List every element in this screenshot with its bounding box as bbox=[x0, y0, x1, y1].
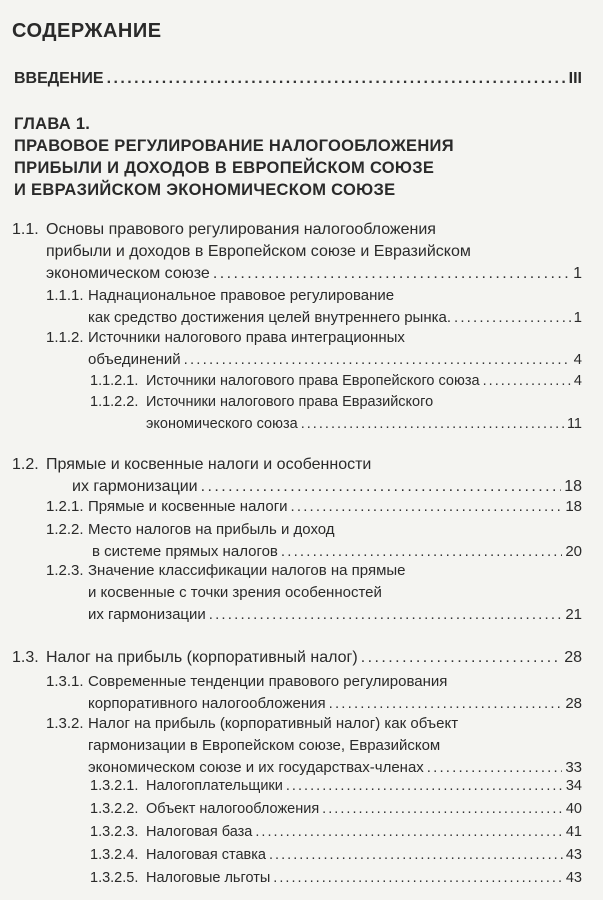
toc-entry-text: корпоративного налогообложения bbox=[88, 695, 326, 712]
toc-entry-1-3-2-4[interactable] bbox=[90, 844, 582, 866]
leader-dots bbox=[269, 844, 563, 866]
toc-entry-1-2-2[interactable] bbox=[46, 519, 582, 563]
toc-entry-1-3-2-3[interactable] bbox=[90, 821, 582, 843]
toc-page-number: 1 bbox=[573, 309, 582, 326]
section-number: 1.2. bbox=[12, 456, 39, 473]
toc-entry-text: объединений bbox=[88, 351, 181, 368]
chapter-number: ГЛАВА 1. bbox=[14, 115, 91, 133]
toc-page-number: 40 bbox=[565, 801, 582, 817]
toc-entry-text: их гармонизации bbox=[72, 478, 198, 495]
toc-entry-text: Современные тенденции правового регулирования bbox=[88, 673, 448, 690]
section-number: 1.3.1. bbox=[46, 673, 84, 690]
toc-entry-text: Источники налогового права Европейского союза bbox=[146, 373, 480, 389]
toc-entry-1-2-1[interactable] bbox=[46, 496, 582, 518]
section-number: 1.3.2.1. bbox=[90, 778, 139, 794]
section-number: 1.1. bbox=[12, 221, 39, 238]
toc-entry-1-3-1[interactable] bbox=[46, 671, 582, 715]
section-number: 1.2.1. bbox=[46, 498, 84, 515]
section-number: 1.3.2. bbox=[46, 715, 84, 732]
toc-entry-1-1[interactable] bbox=[12, 219, 582, 285]
toc-page-number: 4 bbox=[573, 373, 582, 389]
section-number: 1.1.2. bbox=[46, 329, 84, 346]
toc-entry-text: в системе прямых налогов bbox=[92, 543, 278, 560]
toc-entry-text: как средство достижения целей внутреннего рынка. bbox=[88, 309, 452, 326]
chapter-title-line: ПРИБЫЛИ И ДОХОДОВ В ЕВРОПЕЙСКОМ СОЮЗЕ bbox=[14, 159, 435, 177]
toc-page-number: 34 bbox=[565, 778, 582, 794]
leader-dots bbox=[301, 413, 564, 435]
toc-entry-1-3-2-2[interactable] bbox=[90, 798, 582, 820]
toc-entry-label: ВВЕДЕНИЕ bbox=[14, 70, 104, 87]
toc-entry-1-1-2[interactable] bbox=[46, 327, 582, 371]
section-number: 1.3.2.3. bbox=[90, 824, 139, 840]
toc-entry-text: Значение классификации налогов на прямые bbox=[88, 562, 406, 579]
leader-dots bbox=[322, 798, 563, 820]
toc-entry-text: экономического союза bbox=[146, 416, 298, 432]
toc-entry-1-3-2-1[interactable] bbox=[90, 775, 582, 797]
toc-page-number: 4 bbox=[573, 351, 582, 368]
toc-entry-1-3-2[interactable] bbox=[46, 713, 582, 779]
toc-entry-text: гармонизации в Европейском союзе, Евразийском bbox=[88, 737, 441, 754]
section-number: 1.2.3. bbox=[46, 562, 84, 579]
toc-entry-text: Источники налогового права интеграционных bbox=[88, 329, 405, 346]
toc-entry-text: Налог на прибыль (корпоративный налог) bbox=[46, 649, 358, 666]
toc-page-number: 28 bbox=[564, 649, 582, 666]
toc-entry-text: Наднациональное правовое регулирование bbox=[88, 287, 395, 304]
toc-page-number: 1 bbox=[573, 265, 582, 282]
toc-page-number: 18 bbox=[565, 498, 582, 515]
leader-dots bbox=[361, 647, 561, 669]
toc-page-number: 43 bbox=[565, 847, 582, 863]
leader-dots bbox=[273, 867, 563, 889]
toc-entry-intro[interactable] bbox=[14, 68, 582, 90]
section-number: 1.1.2.1. bbox=[90, 373, 139, 389]
toc-entry-text: их гармонизации bbox=[88, 606, 206, 623]
section-number: 1.3.2.5. bbox=[90, 870, 139, 886]
toc-entry-text: экономическом союзе bbox=[46, 265, 210, 282]
chapter-title-line: И ЕВРАЗИЙСКОМ ЭКОНОМИЧЕСКОМ СОЮЗЕ bbox=[14, 181, 396, 199]
toc-entry-text: Место налогов на прибыль и доход bbox=[88, 521, 335, 538]
toc-entry-text: Налогоплательщики bbox=[146, 778, 283, 794]
toc-entry-text: Налоговая ставка bbox=[146, 847, 266, 863]
leader-dots bbox=[483, 370, 571, 392]
leader-dots bbox=[255, 821, 563, 843]
section-number: 1.3.2.2. bbox=[90, 801, 139, 817]
leader-dots bbox=[329, 693, 563, 715]
section-number: 1.1.1. bbox=[46, 287, 84, 304]
section-number: 1.2.2. bbox=[46, 521, 84, 538]
toc-page-number: III bbox=[568, 70, 582, 87]
toc-entry-1-1-2-2[interactable] bbox=[90, 391, 582, 435]
leader-dots bbox=[107, 68, 566, 90]
toc-entry-text: Налог на прибыль (корпоративный налог) как объект bbox=[88, 715, 459, 732]
toc-entry-1-2[interactable] bbox=[12, 454, 582, 498]
chapter-heading bbox=[14, 113, 454, 201]
toc-page-number: 18 bbox=[564, 478, 582, 495]
toc-entry-1-3[interactable] bbox=[12, 647, 582, 669]
section-number: 1.1.2.2. bbox=[90, 394, 139, 410]
toc-entry-text: Налоговые льготы bbox=[146, 870, 271, 886]
toc-page-number: 21 bbox=[565, 606, 582, 623]
leader-dots bbox=[209, 604, 563, 626]
toc-page-number: 20 bbox=[565, 543, 582, 560]
toc-entry-text: Прямые и косвенные налоги bbox=[88, 498, 288, 515]
toc-page-number: 28 bbox=[565, 695, 582, 712]
toc-entry-text: Источники налогового права Евразийского bbox=[146, 394, 434, 410]
toc-page-number: 33 bbox=[565, 759, 582, 776]
toc-entry-text: Основы правового регулирования налогообложения bbox=[46, 221, 436, 238]
leader-dots bbox=[454, 307, 571, 329]
leader-dots bbox=[213, 263, 570, 285]
leader-dots bbox=[291, 496, 563, 518]
toc-entry-text: Налоговая база bbox=[146, 824, 253, 840]
chapter-title-line: ПРАВОВОЕ РЕГУЛИРОВАНИЕ НАЛОГООБЛОЖЕНИЯ bbox=[14, 137, 454, 155]
leader-dots bbox=[201, 476, 562, 498]
toc-entry-text: Объект налогообложения bbox=[146, 801, 320, 817]
section-number: 1.3.2.4. bbox=[90, 847, 139, 863]
toc-entry-text: Прямые и косвенные налоги и особенности bbox=[46, 456, 372, 473]
toc-entry-text: и косвенные с точки зрения особенностей bbox=[88, 584, 382, 601]
toc-entry-1-3-2-5[interactable] bbox=[90, 867, 582, 889]
toc-heading: СОДЕРЖАНИЕ bbox=[12, 20, 162, 42]
section-number: 1.3. bbox=[12, 649, 39, 666]
toc-entry-1-2-3[interactable] bbox=[46, 560, 582, 626]
leader-dots bbox=[286, 775, 563, 797]
toc-entry-1-1-1[interactable] bbox=[46, 285, 582, 329]
leader-dots bbox=[184, 349, 571, 371]
toc-page-number: 11 bbox=[566, 416, 582, 432]
toc-page-number: 41 bbox=[565, 824, 582, 840]
toc-entry-1-1-2-1[interactable] bbox=[90, 370, 582, 392]
toc-entry-text: прибыли и доходов в Европейском союзе и Евразийском bbox=[46, 243, 471, 260]
toc-entry-text: экономическом союзе и их государствах-членах bbox=[88, 759, 424, 776]
toc-page-number: 43 bbox=[565, 870, 582, 886]
